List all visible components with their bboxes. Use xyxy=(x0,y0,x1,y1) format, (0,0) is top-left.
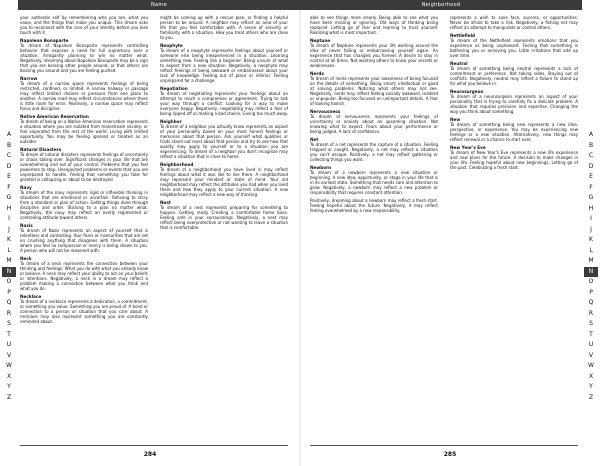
index-letter-w[interactable]: W xyxy=(6,362,12,369)
index-letter-f[interactable]: F xyxy=(589,183,593,191)
entry-body: To dream of negotiating represents your feelings about an attempt to reach a compromise or agreement. Trying to talk your way through a conflict. Looking for a way to make everyone happy. Negatively, negotiating may reflect a fear of being ripped off or making a bad choice. Giving too much away. xyxy=(160,91,288,116)
entry-heading: Narrow xyxy=(20,76,38,81)
entry-body: To dream of New Year's Eve represents a new life experience and new plans for the future. A decision to make changes in your life. Feeling hopeful about new beginnings. Letting go of the past. Celebrating a fresh start. xyxy=(450,150,578,170)
entry-body: represents a wish to save face, success, or opportunities. Never be afraid to take a risk. Negatively, a fishing net may reflect an attempt to manipulate or control others. xyxy=(450,15,578,30)
dictionary-entry xyxy=(20,76,148,111)
index-letter-v[interactable]: V xyxy=(6,351,12,359)
index-letter-u[interactable]: U xyxy=(588,341,594,348)
index-letter-g[interactable]: G xyxy=(6,194,12,201)
running-header-text: Neighborhood xyxy=(421,2,461,8)
index-letter-p[interactable]: P xyxy=(589,288,593,296)
index-letter-e[interactable]: E xyxy=(7,173,11,180)
entry-body: To dream of Nazis represents an aspect of yourself that is relentless and controlling. Your fears or insecurities that are set on crushing anything that disagrees with them. A situation where you feel no compassion or mercy is being shown to you. A person who will not be reasoned with. xyxy=(20,228,148,253)
dictionary-entry xyxy=(310,38,438,68)
alphabet-index xyxy=(2,130,16,403)
index-letter-m[interactable]: M xyxy=(6,257,12,264)
entry-body: To dream of a neophyte represents feelings about yourself or someone else being inexperienced in a situation. Learning something new. Feeling like a beginner. Being unsure of what to expect from a new situation. Negatively, a neophyte may reflect feelings of being awkward or embarrassed about your lack of knowledge. Feeling out of place or inferior. Feeling unprepared for a challenge. xyxy=(160,48,288,83)
entry-body: To dream of the Nettlefield represents emotions that you experience as being unpleasant. Feeling that something is bothering you or annoying you. Little irritations that add up over time. xyxy=(450,38,578,58)
index-letter-s[interactable]: S xyxy=(589,320,593,327)
page-number: 284 xyxy=(143,451,157,458)
index-letter-r[interactable]: R xyxy=(588,309,594,317)
dictionary-entry xyxy=(20,147,148,182)
index-letter-j[interactable]: J xyxy=(8,225,10,233)
dictionary-entry xyxy=(160,119,288,159)
index-letter-u[interactable]: U xyxy=(6,341,12,348)
index-letter-d[interactable]: D xyxy=(588,162,594,170)
entry-heading: Net xyxy=(310,137,319,142)
entry-body: To dream of nerds represents your awareness of being focused on the details of something. Being smart, intellectual or good at solving problems. Noticing what others may not see. Negatively, nerds may reflect feeling socially awkward, isolated or unpopular. Being too focused on unimportant details. A fear of looking foolish. xyxy=(310,76,438,106)
index-letter-e[interactable]: E xyxy=(589,173,593,180)
entry-heading: Nervousness xyxy=(310,109,341,114)
entry-body: To dream of something being new represents a new idea, perspective, or experience. You may be experiencing new feelings or a new situation. Alternatively, new things may reflect renewal or a chance to start over. xyxy=(450,122,578,142)
index-letter-h[interactable]: H xyxy=(588,204,594,212)
index-letter-x[interactable]: X xyxy=(588,372,594,380)
entry-body: To dream of something being neutral represents a lack of commitment or preference. Not taking sides. Staying out of conflicts. Negatively, neutral may reflect a failure to stand up for what you believe in. xyxy=(450,66,578,86)
footer-rule xyxy=(310,445,578,446)
entry-heading: Newborn xyxy=(310,165,332,170)
index-letter-m[interactable]: M xyxy=(588,257,594,264)
index-letter-i[interactable]: I xyxy=(8,215,10,222)
index-letter-h[interactable]: H xyxy=(6,204,12,212)
index-letter-n[interactable]: N xyxy=(2,267,16,278)
entry-heading: Nerds xyxy=(310,71,324,76)
entry-heading: Nazis xyxy=(20,223,33,228)
index-letter-i[interactable]: I xyxy=(590,215,592,222)
entry-body: To dream of a narrow space represents feelings of being restricted, confined, or limited. A narrow hallway or passage may reflect limited choices or pressure from one place to another. A narrow road may reflect circumstances where there is little room for error. Positively, a narrow space may reflect focus and discipline. xyxy=(20,81,148,111)
dictionary-entry xyxy=(450,61,578,86)
entry-body: To dream of a newborn represents a new situation or beginning. A new idea, opportunity, or stage in your life that is in its earliest state. Something that needs care and attention to grow. Negatively, a newborn may reflect a new problem or responsibility that requires constant attention. xyxy=(310,170,438,195)
dictionary-entry xyxy=(20,38,148,73)
entry-body: To dream of a neighborhood you have lived in may reflect feelings about what it was like to live there. A neighborhood may represent your mindset or state of mind. Your old neighborhood may reflect the attitudes you had when you lived there and how they apply to your current situation. A new neighborhood may reflect a new way of thinking. xyxy=(160,167,288,197)
index-letter-k[interactable]: K xyxy=(7,236,11,243)
entry-heading: Native American Reservation xyxy=(20,114,89,119)
entry-body: able to see things more clearly. Being able to see what you have been missing or ignoring. Old ways of thinking being replaced. Letting go of fear and learning to trust yourself. Realizing what is most important. xyxy=(310,15,438,35)
entry-body: To dream of Neptune represents your life working around the idea of never failing or embarrassing yourself again. An experience that has changed you forever. A desire to stay in control at all times. Not wanting others to know your secrets or weaknesses. xyxy=(310,43,438,68)
dictionary-entry xyxy=(160,86,288,116)
index-letter-r[interactable]: R xyxy=(6,309,12,317)
entry-body: To dream of a net represents the capture of a situation. Feeling trapped or caught. Negatively, a net may reflect a situation you can't escape. Positively, a net may reflect gathering or collecting things you want. xyxy=(310,142,438,162)
running-header-text: Name xyxy=(151,2,167,8)
index-letter-y[interactable]: Y xyxy=(589,383,593,390)
text-column-2 xyxy=(160,15,288,445)
entry-heading: New Year's Eve xyxy=(450,145,486,150)
entry-body: To dream of nervousness represents your feelings of uncertainty or anxiety about an upcoming situation. Not knowing what to expect. Fears about your performance or being judged. A lack of confidence. xyxy=(310,114,438,134)
entry-body: To dream of the navy represents rigid or inflexible thinking in situations that are emotional or uncertain. Refusing to stray from a standard or plan of action. Getting things done through discipline and order. Sticking to a plan no matter what. Negatively, the navy may reflect an overly regimented or controlling attitude toward others. xyxy=(20,190,148,220)
index-letter-w[interactable]: W xyxy=(588,362,594,369)
entry-body: To dream of a necklace represents a dedication, a commitment, or something you value. Something you are proud of. A bond or connection to a person or situation that you care about. A necklace may also represent something you are constantly reminded about. xyxy=(20,299,148,324)
dictionary-entry xyxy=(20,294,148,324)
index-letter-o[interactable]: O xyxy=(6,278,12,285)
index-letter-s[interactable]: S xyxy=(7,320,11,327)
dictionary-entry xyxy=(450,117,578,142)
page-number: 285 xyxy=(443,451,457,458)
dictionary-entry xyxy=(20,185,148,220)
entry-heading: Neighborhood xyxy=(160,162,194,167)
right-page xyxy=(300,0,600,466)
index-letter-c[interactable]: C xyxy=(6,152,12,159)
dictionary-entry xyxy=(310,198,438,213)
entry-heading: Neck xyxy=(20,256,32,261)
index-letter-y[interactable]: Y xyxy=(7,383,11,390)
index-letter-l[interactable]: L xyxy=(7,246,11,254)
entry-heading: Necklace xyxy=(20,294,42,299)
index-letter-n[interactable]: N xyxy=(584,267,598,278)
index-letter-a[interactable]: A xyxy=(6,131,12,138)
index-letter-f[interactable]: F xyxy=(7,183,11,191)
index-letter-k[interactable]: K xyxy=(589,236,593,243)
entry-heading: New xyxy=(450,117,461,122)
entry-body: To dream of being on a Native American reservation represents a situation where you are isolated from mainstream society, or feel separated from the rest of the world. Living with limited opportunity. You may be feeling ignored or treated as an outsider. xyxy=(20,119,148,144)
dictionary-entry xyxy=(450,33,578,58)
entry-heading: Negotiation xyxy=(160,86,188,91)
entry-heading: Navy xyxy=(20,185,32,190)
entry-body: To dream of Napoleon Bonaparte represents controlling behavior that exposes a need for full supremacy over a situation. Arrogantly planning to win no matter what. Negatively, dreaming about Napoleon Bonaparte may be a sign that you are bossing other people around, or that others are bossing you around and you are feeling pushed. xyxy=(20,43,148,73)
entry-heading: Neophyte xyxy=(160,43,183,48)
dictionary-entry xyxy=(20,256,148,291)
dictionary-entry xyxy=(160,43,288,83)
dictionary-entry xyxy=(160,200,288,230)
entry-heading: Neptune xyxy=(310,38,331,43)
index-letter-c[interactable]: C xyxy=(588,152,594,159)
index-letter-b[interactable]: B xyxy=(6,141,12,149)
entry-heading: Neighbor xyxy=(160,119,182,124)
index-letter-p[interactable]: P xyxy=(7,288,11,296)
dictionary-entry xyxy=(450,145,578,170)
running-header xyxy=(300,0,582,10)
running-header xyxy=(18,0,300,10)
index-letter-j[interactable]: J xyxy=(590,225,592,233)
entry-heading: Nettlefield xyxy=(450,33,476,38)
entry-body: Positively, dreaming about a newborn may reflect a fresh start. Feeling hopeful about the future. Negatively, it may reflect feeling overwhelmed by a new responsibility. xyxy=(310,198,438,213)
entry-body: To dream of a neck represents the connection between your thinking and feelings. What you do with what you already know or believe. A neck may reflect your ability to act on your beliefs or intentions. Negatively, a neck in a dream may reflect a problem making a connection between what you think and what you do. xyxy=(20,261,148,291)
index-letter-x[interactable]: X xyxy=(6,372,12,380)
dictionary-entry xyxy=(450,89,578,114)
index-letter-z[interactable]: Z xyxy=(6,393,12,401)
dictionary-entry xyxy=(310,15,438,35)
dictionary-entry xyxy=(450,15,578,30)
entry-body: To dream of a neighbor you actually know represents an aspect of your personality based on your most honest feelings or memories about that person. Ask yourself what qualities or traits stand out most about that person and try to see how that quality may apply to yourself or to a situation you are experiencing. To dream of a neighbor you don't recognize may reflect a situation that is close to home. xyxy=(160,124,288,159)
dictionary-entry xyxy=(160,162,288,197)
entry-body: To dream of a neurosurgeon represents an aspect of your personality that is trying to carefully fix a delicate problem. A situation that requires precision and expertise. Changing the way you think about something. xyxy=(450,94,578,114)
text-column-1 xyxy=(310,15,438,445)
entry-body: To dream of natural disasters represents feelings of uncertainty or chaos taking over. Significant changes in your life that are overwhelming and out of your control. Problems that you feel powerless to stop. Unexpected problems or events that you are unprepared to handle. Feeling that something you take for granted is collapsing or about to be destroyed. xyxy=(20,152,148,182)
dictionary-entry xyxy=(20,223,148,253)
entry-body: your authentic self by remembering who you are, what you value, and the things that make you unique. This dream asks you to reconnect with the core of your identity before you lose touch with it. xyxy=(20,15,148,35)
index-letter-t[interactable]: T xyxy=(589,330,593,338)
dictionary-entry xyxy=(160,15,288,40)
entry-heading: Neurosurgeon xyxy=(450,89,484,94)
index-letter-b[interactable]: B xyxy=(588,141,594,149)
index-letter-q[interactable]: Q xyxy=(6,299,12,306)
dictionary-entry xyxy=(20,15,148,35)
entry-body: To dream of a nest represents preparing for something to happen. Getting ready. Creating a comfortable home base. Feeling safe in your surroundings. Negatively, a nest may reflect being overprotective or not wanting to leave a situation that is comfortable. xyxy=(160,205,288,230)
entry-heading: Neutral xyxy=(450,61,468,66)
entry-heading: Napoleon Bonaparte xyxy=(20,38,69,43)
index-letter-t[interactable]: T xyxy=(7,330,11,338)
entry-heading: Nest xyxy=(160,200,171,205)
index-letter-o[interactable]: O xyxy=(588,278,594,285)
text-column-1 xyxy=(20,15,148,445)
dictionary-entry xyxy=(20,114,148,144)
entry-heading: Natural Disasters xyxy=(20,147,62,152)
index-letter-a[interactable]: A xyxy=(588,131,594,138)
index-letter-d[interactable]: D xyxy=(6,162,12,170)
index-letter-z[interactable]: Z xyxy=(588,393,594,401)
footer-rule xyxy=(20,445,288,446)
alphabet-index xyxy=(584,130,598,403)
entry-body: might be coming up with a rescue plan, or finding a helpful person to be around. A neighbor may reflect an area of your life that you feel comfortable with. A sense of security or familiarity with a situation. How you treat others who are close to you. xyxy=(160,15,288,40)
dictionary-entry xyxy=(310,165,438,195)
index-letter-l[interactable]: L xyxy=(589,246,593,254)
text-column-2 xyxy=(450,15,578,445)
index-letter-g[interactable]: G xyxy=(588,194,594,201)
index-letter-v[interactable]: V xyxy=(588,351,594,359)
index-letter-q[interactable]: Q xyxy=(588,299,594,306)
dictionary-entry xyxy=(310,71,438,106)
dictionary-entry xyxy=(310,109,438,134)
dictionary-entry xyxy=(310,137,438,162)
